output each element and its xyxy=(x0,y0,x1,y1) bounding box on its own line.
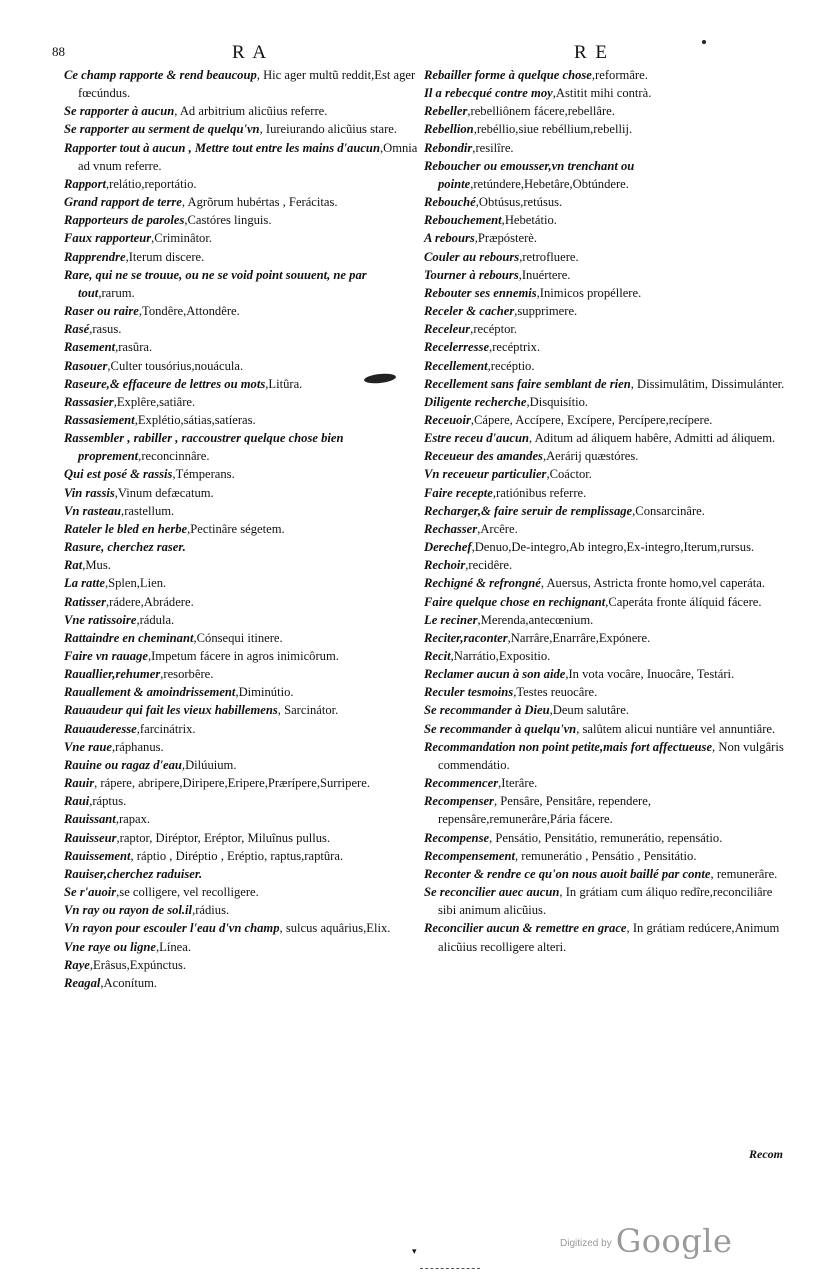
dictionary-entry xyxy=(424,357,786,375)
entry-translation: , salûtem alicui nuntiâre vel annuntiâre. xyxy=(576,721,776,736)
entry-headword: Se rapporter au serment de quelqu'vn xyxy=(64,122,260,137)
entry-headword: Se recommander à quelqu'vn xyxy=(424,721,577,736)
entry-translation: ,Denuo,De-integro,Ab integro,Ex-integro,Iterum,rursus. xyxy=(471,540,755,555)
entry-headword: Vne ratissoire xyxy=(64,612,137,627)
entry-translation: , Dissimulâtim, Dissimulánter. xyxy=(630,376,785,391)
left-column xyxy=(64,66,420,992)
entry-headword: Rateler le bled en herbe xyxy=(64,521,188,536)
dictionary-entry xyxy=(64,938,420,956)
entry-headword: Se recommander à Dieu xyxy=(424,703,550,718)
entry-translation: ,resorbêre. xyxy=(160,667,214,682)
dictionary-entry xyxy=(424,193,786,211)
entry-headword: Rauallement & amoindrissement xyxy=(64,685,236,700)
dictionary-entry xyxy=(64,229,420,247)
entry-headword: Recellement sans faire semblant de rien xyxy=(424,376,631,391)
entry-headword: Le reciner xyxy=(424,612,478,627)
dictionary-entry xyxy=(64,611,420,629)
dictionary-entry xyxy=(424,375,786,393)
entry-headword: Rapprendre xyxy=(64,249,126,264)
dictionary-entry xyxy=(424,720,786,738)
entry-headword: Rassembler , rabiller , raccoustrer quelque chose bien proprement xyxy=(64,431,344,464)
right-column xyxy=(424,66,786,956)
dictionary-entry xyxy=(424,520,786,538)
entry-translation: ,reconcinnâre. xyxy=(138,449,210,464)
dictionary-entry xyxy=(424,320,786,338)
entry-headword: A rebours xyxy=(424,231,475,246)
dictionary-entry xyxy=(424,338,786,356)
entry-translation: ,Splen,Lien. xyxy=(104,576,167,591)
dictionary-entry xyxy=(64,266,420,302)
entry-headword: Vne raue xyxy=(64,739,112,754)
entry-translation: ,farcinátrix. xyxy=(136,721,196,736)
watermark-prefix: Digitized by xyxy=(560,1238,612,1249)
entry-translation: ,Aconítum. xyxy=(100,975,158,990)
dictionary-entry xyxy=(64,956,420,974)
entry-headword: Rauisseur xyxy=(64,830,117,845)
entry-headword: Faire quelque chose en rechignant xyxy=(424,594,606,609)
entry-headword: Rasement xyxy=(64,340,116,355)
entry-headword: Rauallier,rehumer xyxy=(64,667,161,682)
dictionary-entry xyxy=(424,120,786,138)
entry-headword: Ratisser xyxy=(64,594,106,609)
entry-headword: Rebouter ses ennemis xyxy=(424,285,537,300)
entry-headword: Rassasiement xyxy=(64,412,135,427)
dictionary-entry xyxy=(424,647,786,665)
dictionary-entry xyxy=(424,593,786,611)
entry-headword: Reculer tesmoins xyxy=(424,685,514,700)
entry-headword: Reclamer aucun à son aide xyxy=(424,667,566,682)
entry-translation: ,relátio,reportátio. xyxy=(106,176,197,191)
entry-headword: Recompense xyxy=(424,830,490,845)
entry-translation: , Auersus, Astricta fronte homo,vel caperáta. xyxy=(540,576,766,591)
entry-headword: Recompenser xyxy=(424,794,494,809)
entry-translation: ,Tondêre,Attondêre. xyxy=(138,304,240,319)
entry-headword: Rauissement xyxy=(64,848,131,863)
entry-headword: Rat xyxy=(64,558,83,573)
entry-translation: ,Iterâre. xyxy=(498,776,538,791)
entry-headword: Receleur xyxy=(424,322,471,337)
entry-translation: ,Obtúsus,retúsus. xyxy=(475,195,563,210)
dictionary-entry xyxy=(424,665,786,683)
dictionary-entry xyxy=(64,774,420,792)
entry-headword: Rasé xyxy=(64,322,90,337)
entry-translation: ,supprimere. xyxy=(514,304,578,319)
entry-headword: Vn rasteau xyxy=(64,503,122,518)
entry-headword: Recompensement xyxy=(424,848,515,863)
entry-translation: ,rasûra. xyxy=(115,340,153,355)
dictionary-entry xyxy=(424,865,786,883)
entry-translation: ,rapax. xyxy=(115,812,151,827)
bottom-mark: ▾ xyxy=(412,1246,417,1256)
entry-headword: Raseure,& effaceure de lettres ou mots xyxy=(64,376,266,391)
dictionary-entry xyxy=(424,847,786,865)
bottom-rule xyxy=(420,1268,480,1270)
dictionary-entry xyxy=(64,720,420,738)
entry-headword: Rapport xyxy=(64,176,106,191)
catchword: Recom xyxy=(749,1147,783,1161)
entry-translation: ,Línea. xyxy=(156,939,191,954)
entry-headword: Rebondir xyxy=(424,140,473,155)
entry-headword: Rapporter tout à aucun , Mettre tout entre les mains d'aucun xyxy=(64,140,380,155)
entry-translation: ,Caperáta fronte álíquid fácere. xyxy=(605,594,762,609)
dictionary-entry xyxy=(64,248,420,266)
dictionary-entry xyxy=(424,429,786,447)
entry-headword: Rauauderesse xyxy=(64,721,137,736)
dictionary-entry xyxy=(424,284,786,302)
entry-translation: ,Diminútio. xyxy=(235,685,294,700)
entry-translation: , Ad arbitrium alicũius referre. xyxy=(174,104,328,119)
entry-translation: ,recéptrix. xyxy=(489,340,541,355)
entry-translation: ,rarum. xyxy=(98,285,135,300)
entry-headword: Rapporteurs de paroles xyxy=(64,213,185,228)
dictionary-entry xyxy=(64,556,420,574)
entry-translation: ,ráphanus. xyxy=(111,739,164,754)
dictionary-entry xyxy=(64,102,420,120)
dictionary-entry xyxy=(424,302,786,320)
dictionary-entry xyxy=(64,701,420,719)
entry-translation: ,Inimicos propéllere. xyxy=(536,285,642,300)
entry-headword: Couler au rebours xyxy=(424,249,520,264)
entry-headword: Rebeller xyxy=(424,104,468,119)
entry-headword: Rasure, cherchez raser. xyxy=(64,540,186,555)
entry-headword: Qui est posé & rassis xyxy=(64,467,173,482)
digitized-watermark xyxy=(560,1222,732,1260)
dictionary-entry xyxy=(64,175,420,193)
dictionary-entry xyxy=(64,484,420,502)
dictionary-entry xyxy=(424,919,786,955)
entry-translation: ,Aerárij quæstóres. xyxy=(542,449,639,464)
dictionary-entry xyxy=(64,738,420,756)
entry-translation: ,recidêre. xyxy=(465,558,513,573)
entry-translation: ,Iterum discere. xyxy=(125,249,205,264)
entry-headword: Receuoir xyxy=(424,412,471,427)
dictionary-entry xyxy=(64,919,420,937)
entry-translation: ,rebelliônem fácere,rebellâre. xyxy=(467,104,615,119)
entry-headword: Faire vn rauage xyxy=(64,649,148,663)
dictionary-entry xyxy=(64,683,420,701)
dictionary-entry xyxy=(64,810,420,828)
entry-headword: Rebouché xyxy=(424,195,476,210)
entry-headword: Reciter,raconter xyxy=(424,630,508,645)
entry-headword: Diligente recherche xyxy=(424,394,527,409)
entry-translation: ,Arcêre. xyxy=(477,521,518,536)
entry-headword: Rebellion xyxy=(424,122,474,137)
dictionary-entry xyxy=(424,102,786,120)
entry-translation: ,Vinum defæcatum. xyxy=(114,485,214,500)
entry-translation: ,rastellum. xyxy=(121,503,175,518)
entry-translation: ,Criminâtor. xyxy=(151,231,213,246)
entry-translation: , Non vulgâris commendátio. xyxy=(438,739,784,772)
entry-headword: Rassasier xyxy=(64,394,114,409)
entry-translation: ,Præpósterè. xyxy=(474,231,538,246)
entry-translation: ,Inuértere. xyxy=(518,267,571,282)
entry-translation: ,rádius. xyxy=(192,903,230,918)
entry-translation: ,Narrátio,Expositio. xyxy=(450,649,551,663)
dictionary-entry xyxy=(64,665,420,683)
entry-translation: ,rebéllio,siue rebéllium,rebellij. xyxy=(473,122,633,137)
entry-translation: ,ráptus. xyxy=(89,794,127,809)
entry-headword: Reconter & rendre ce qu'on nous auoit baillé par conte xyxy=(424,866,711,881)
entry-headword: Vn ray ou rayon de sol.il xyxy=(64,903,193,918)
entry-headword: Rechoir xyxy=(424,558,466,573)
dictionary-entry xyxy=(64,629,420,647)
dictionary-entry xyxy=(64,520,420,538)
entry-translation: ,Hebetátio. xyxy=(501,213,557,228)
entry-translation: ,recéptio. xyxy=(487,358,535,373)
dictionary-entry xyxy=(64,883,420,901)
entry-headword: Se rapporter à aucun xyxy=(64,104,175,119)
entry-headword: Estre receu d'aucun xyxy=(424,431,529,446)
entry-headword: Rechasser xyxy=(424,521,478,536)
dictionary-entry xyxy=(424,538,786,556)
dictionary-entry xyxy=(424,447,786,465)
dictionary-entry xyxy=(64,375,420,393)
entry-headword: Vin rassis xyxy=(64,485,115,500)
entry-translation: ,Cónsequi itinere. xyxy=(193,630,283,645)
dictionary-entry xyxy=(424,139,786,157)
entry-translation: , Aditum ad áliquem habêre, Admitti ad áliquem. xyxy=(528,431,776,446)
dictionary-entry xyxy=(64,792,420,810)
dictionary-entry xyxy=(64,357,420,375)
dictionary-entry xyxy=(424,774,786,792)
entry-headword: Recit xyxy=(424,649,451,663)
dictionary-entry xyxy=(64,302,420,320)
entry-headword: Recelerresse xyxy=(424,340,490,355)
entry-translation: ,raptor, Diréptor, Eréptor, Miluînus pullus. xyxy=(116,830,331,845)
entry-translation: ,retúndere,Hebetâre,Obtúndere. xyxy=(470,176,629,191)
dictionary-entry xyxy=(64,338,420,356)
dictionary-entry xyxy=(64,411,420,429)
dictionary-entry xyxy=(424,701,786,719)
entry-translation: ,Disquisítio. xyxy=(526,394,589,409)
ink-mark xyxy=(702,40,706,44)
dictionary-entry xyxy=(64,393,420,411)
entry-headword: Raye xyxy=(64,957,90,972)
entry-translation: , rápere, abripere,Diripere,Eripere,Prærípere,Surripere. xyxy=(94,776,370,791)
dictionary-entry xyxy=(64,502,420,520)
entry-headword: Ce champ rapporte & rend beaucoup xyxy=(64,68,257,82)
dictionary-entry xyxy=(424,792,786,828)
entry-headword: Grand rapport de terre xyxy=(64,195,182,210)
dictionary-entry xyxy=(64,574,420,592)
dictionary-entry xyxy=(64,593,420,611)
entry-translation: , Pensâre, Pensitâre, rependere, repensâre,remunerâre,Pária fácere. xyxy=(438,794,651,827)
dictionary-entry xyxy=(424,629,786,647)
dictionary-entry xyxy=(64,320,420,338)
dictionary-entry xyxy=(64,66,420,102)
entry-headword: Receler & cacher xyxy=(424,304,515,319)
entry-translation: ,Pectinâre ségetem. xyxy=(187,521,285,536)
entry-translation: ,Astitit mihi contrà. xyxy=(552,86,652,101)
entry-translation: , Sarcinátor. xyxy=(277,703,339,718)
entry-translation: ,reformâre. xyxy=(591,68,648,82)
entry-translation: ,rasus. xyxy=(89,322,122,337)
entry-translation: ,retrofluere. xyxy=(519,249,579,264)
entry-translation: , In grátiam cum áliquo redîre,reconciliâre sibi animum alicũius. xyxy=(438,885,773,918)
entry-headword: Rauine ou ragaz d'eau xyxy=(64,757,182,772)
entry-translation: ,Erâsus,Expúnctus. xyxy=(89,957,187,972)
entry-headword: Rattaindre en cheminant xyxy=(64,630,194,645)
dictionary-entry xyxy=(424,229,786,247)
dictionary-entry xyxy=(424,484,786,502)
dictionary-entry xyxy=(424,393,786,411)
entry-headword: Se reconcilier auec aucun xyxy=(424,885,560,900)
entry-translation: ,ratiónibus referre. xyxy=(492,485,587,500)
entry-translation: , ráptio , Diréptio , Eréptio, raptus,raptûra. xyxy=(130,848,344,863)
dictionary-entry xyxy=(424,502,786,520)
entry-translation: ,Explêre,satiâre. xyxy=(113,394,196,409)
entry-headword: Recommencer xyxy=(424,776,499,791)
entry-headword: Rasouer xyxy=(64,358,108,373)
entry-translation: ,Deum salutâre. xyxy=(549,703,629,718)
dictionary-entry xyxy=(424,66,786,84)
entry-headword: Recharger,& faire seruir de remplissage xyxy=(424,503,633,518)
entry-translation: , Pensátio, Pensitátio, remunerátio, repensátio. xyxy=(489,830,723,845)
entry-translation: ,Consarcinâre. xyxy=(632,503,705,518)
dictionary-entry xyxy=(64,847,420,865)
entry-translation: ,Mus. xyxy=(82,558,111,573)
entry-translation: ,rádere,Abrádere. xyxy=(106,594,194,609)
dictionary-entry xyxy=(424,411,786,429)
entry-headword: Rebouchement xyxy=(424,213,502,228)
entry-translation: , remunerátio , Pensátio , Pensitátio. xyxy=(514,848,697,863)
entry-headword: Raui xyxy=(64,794,90,809)
entry-translation: , sulcus aquârius,Elix. xyxy=(279,921,391,936)
entry-headword: Rechigné & refrongné xyxy=(424,576,541,591)
entry-translation: , Agrõrum hubértas , Ferácitas. xyxy=(181,195,338,210)
dictionary-entry xyxy=(64,211,420,229)
entry-headword: Raser ou raire xyxy=(64,304,139,319)
entry-headword: Se r'auoir xyxy=(64,885,117,900)
entry-headword: Recellement xyxy=(424,358,488,373)
dictionary-entry xyxy=(64,429,420,465)
entry-headword: Derechef xyxy=(424,540,472,555)
dictionary-entry xyxy=(424,465,786,483)
left-running-head: R A xyxy=(232,42,269,63)
entry-headword: Recommandation non point petite,mais fort affectueuse xyxy=(424,739,713,754)
dictionary-entry xyxy=(424,266,786,284)
entry-headword: La ratte xyxy=(64,576,105,591)
entry-headword: Il a rebecqué contre moy xyxy=(424,86,553,101)
entry-translation: ,Narrâre,Enarrâre,Expónere. xyxy=(507,630,651,645)
entry-headword: Vn receueur particulier xyxy=(424,467,547,482)
entry-headword: Faux rapporteur xyxy=(64,231,152,246)
entry-translation: ,Litûra. xyxy=(265,376,303,391)
entry-headword: Rauir xyxy=(64,776,95,791)
right-running-head: R E xyxy=(574,42,610,63)
entry-translation: ,Cápere, Accípere, Excípere, Percípere,recípere. xyxy=(470,412,713,427)
dictionary-entry xyxy=(64,120,420,138)
dictionary-entry xyxy=(64,829,420,847)
entry-translation: ,Omnia ad vnum referre. xyxy=(78,140,418,173)
dictionary-entry xyxy=(64,193,420,211)
entry-translation: ,se colligere, vel recolligere. xyxy=(116,885,259,900)
entry-headword: Receueur des amandes xyxy=(424,449,543,464)
entry-translation: ,recéptor. xyxy=(470,322,518,337)
entry-headword: Rebailler forme à quelque chose xyxy=(424,68,592,82)
entry-headword: Reboucher ou emousser,vn trenchant ou pointe xyxy=(424,158,635,191)
entry-translation: ,Testes reuocâre. xyxy=(513,685,598,700)
dictionary-entry xyxy=(424,883,786,919)
entry-translation: ,Témperans. xyxy=(172,467,235,482)
dictionary-entry xyxy=(64,756,420,774)
dictionary-entry xyxy=(424,738,786,774)
dictionary-entry xyxy=(424,574,786,592)
dictionary-entry xyxy=(424,829,786,847)
dictionary-entry xyxy=(64,901,420,919)
entry-headword: Reconcilier aucun & remettre en grace xyxy=(424,921,627,936)
entry-translation: ,Castóres linguis. xyxy=(184,213,272,228)
entry-headword: Rare, qui ne se trouue, ou ne se void point souuent, ne par tout xyxy=(64,267,367,300)
entry-headword: Reagal xyxy=(64,975,101,990)
entry-translation: ,rádula. xyxy=(136,612,175,627)
entry-translation: ,In vota vocâre, Inuocâre, Testári. xyxy=(565,667,735,682)
dictionary-entry xyxy=(424,248,786,266)
dictionary-entry xyxy=(64,538,420,556)
dictionary-entry xyxy=(424,157,786,193)
entry-headword: Rauiser,cherchez raduiser. xyxy=(64,866,203,881)
entry-translation: , remunerâre. xyxy=(710,866,778,881)
entry-translation: , In grátiam redúcere,Animum alicũius recolligere alteri. xyxy=(438,921,780,954)
entry-translation: ,Culter tousórius,nouácula. xyxy=(107,358,244,373)
entry-translation: , Hic ager multũ reddit,Est ager fœcúndus. xyxy=(78,68,416,101)
entry-headword: Rauissant xyxy=(64,812,116,827)
entry-headword: Vn rayon pour escouler l'eau d'vn champ xyxy=(64,921,280,936)
dictionary-entry xyxy=(64,647,420,665)
dictionary-entry xyxy=(424,84,786,102)
entry-translation: ,resilîre. xyxy=(472,140,514,155)
page-number: 88 xyxy=(52,44,65,59)
dictionary-entry xyxy=(424,683,786,701)
dictionary-entry xyxy=(64,465,420,483)
entry-translation: ,Dilúuium. xyxy=(181,757,237,772)
entry-translation: ,Coáctor. xyxy=(546,467,592,482)
dictionary-entry xyxy=(64,139,420,175)
entry-headword: Faire recepte xyxy=(424,485,493,500)
entry-translation: , Iureiurando alicũius stare. xyxy=(259,122,398,137)
dictionary-entry xyxy=(424,211,786,229)
dictionary-entry xyxy=(64,974,420,992)
entry-translation: ,Explétio,sátias,satíeras. xyxy=(134,412,256,427)
dictionary-entry xyxy=(424,556,786,574)
entry-headword: Tourner à rebours xyxy=(424,267,519,282)
entry-translation: ,Merenda,antecœnium. xyxy=(477,612,594,627)
entry-headword: Vne raye ou ligne xyxy=(64,939,157,954)
entry-headword: Rauaudeur qui fait les vieux habillemens xyxy=(64,703,278,718)
google-logo: Google xyxy=(615,1222,733,1260)
dictionary-entry xyxy=(64,865,420,883)
entry-translation: ,Impetum fácere in agros inimicôrum. xyxy=(147,649,339,663)
dictionary-entry xyxy=(424,611,786,629)
